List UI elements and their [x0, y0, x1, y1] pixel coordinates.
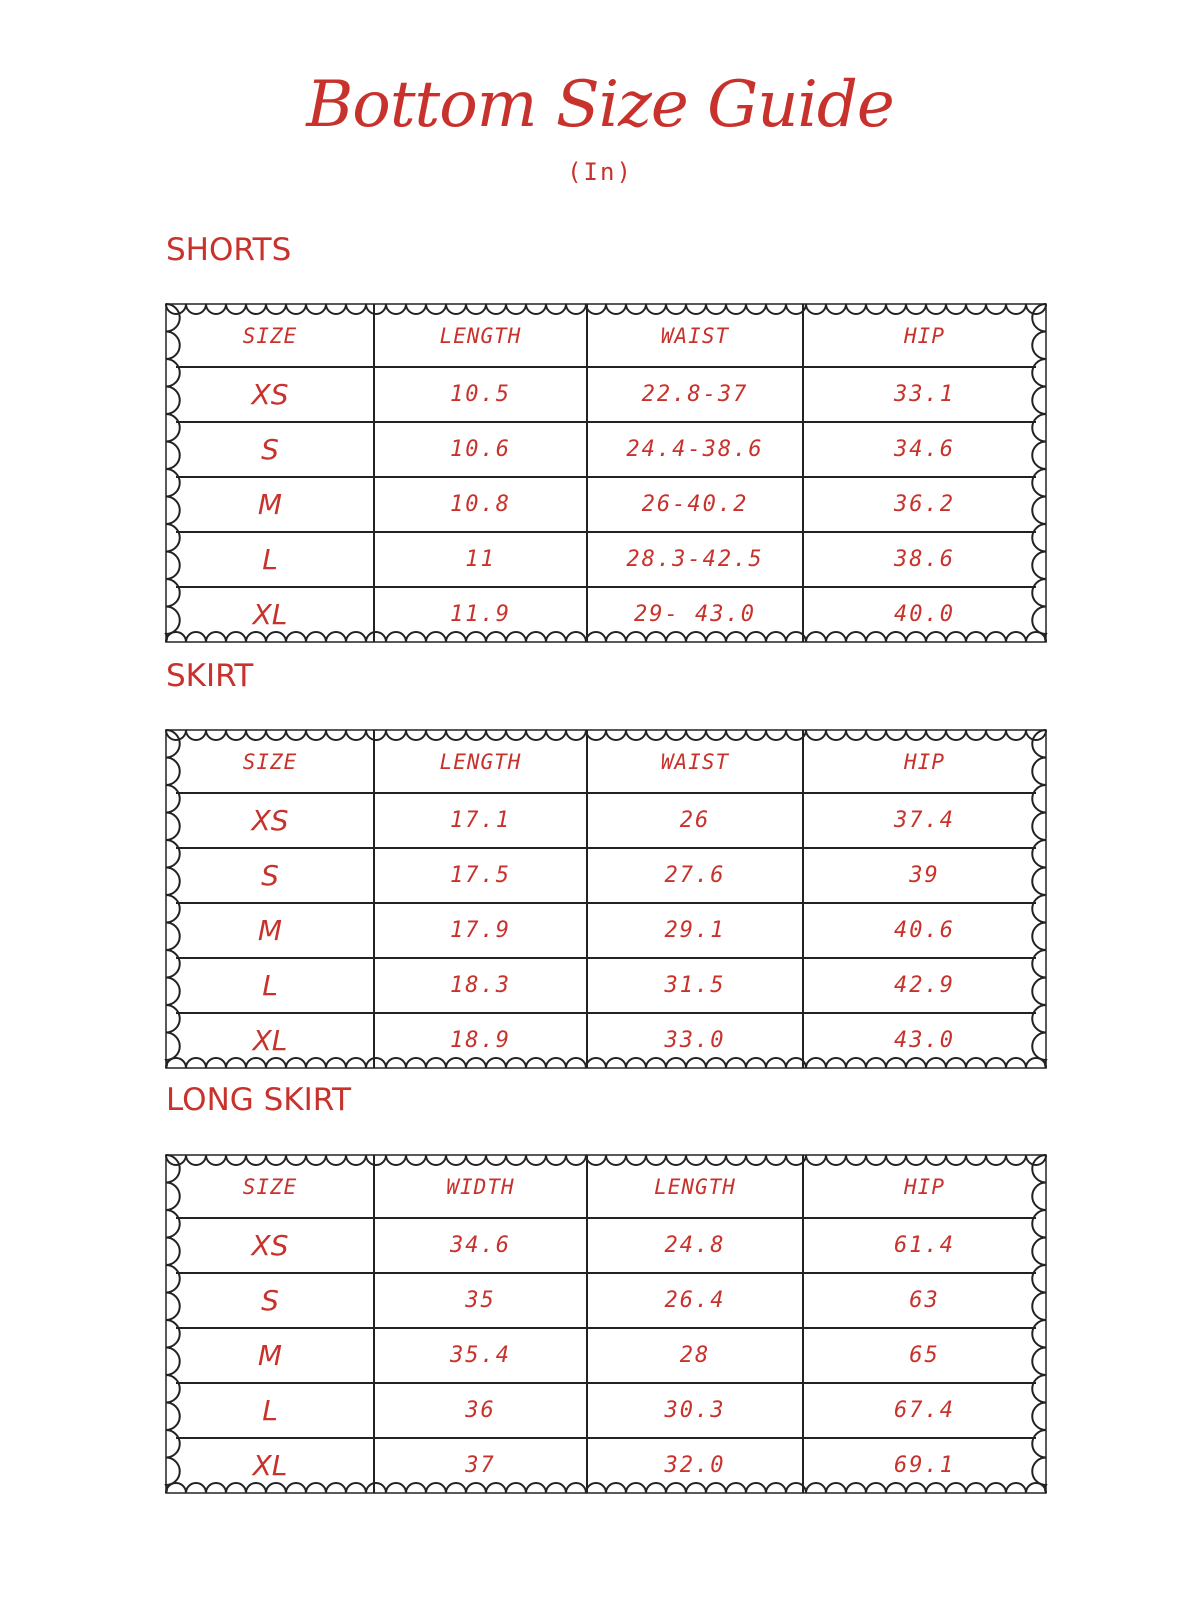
value-cell: 17.1 — [450, 808, 511, 833]
size-cell: M — [257, 914, 283, 947]
value-cell: 10.5 — [450, 382, 511, 407]
size-cell: XS — [251, 1229, 289, 1262]
column-header-3: WAIST — [660, 749, 730, 774]
size-cell: XL — [252, 1449, 288, 1482]
table-row — [166, 422, 1046, 477]
value-cell: 32.0 — [664, 1453, 726, 1478]
table-header-row — [166, 304, 1046, 367]
size-table — [166, 304, 1046, 642]
section-title-skirt: SKIRT — [166, 658, 254, 694]
table-header-row — [166, 1155, 1046, 1218]
column-header-size: SIZE — [242, 749, 298, 774]
value-cell: 24.4-38.6 — [626, 437, 764, 462]
table-row — [166, 477, 1046, 532]
value-cell: 43.0 — [894, 1028, 955, 1053]
value-cell: 29- 43.0 — [634, 602, 756, 627]
size-cell: M — [257, 488, 283, 521]
section-title-shorts: SHORTS — [166, 232, 292, 268]
table-row — [166, 1383, 1046, 1438]
table-header-row — [166, 730, 1046, 793]
value-cell: 37 — [465, 1453, 496, 1478]
table-row — [166, 1438, 1046, 1493]
table-row — [166, 367, 1046, 422]
value-cell: 29.1 — [664, 918, 726, 943]
value-cell: 36 — [465, 1398, 496, 1423]
value-cell: 26.4 — [664, 1288, 726, 1313]
value-cell: 35.4 — [450, 1343, 511, 1368]
value-cell: 30.3 — [664, 1398, 726, 1423]
value-cell: 26-40.2 — [641, 492, 749, 517]
table-row — [166, 532, 1046, 587]
size-cell: S — [261, 433, 279, 466]
value-cell: 40.6 — [894, 918, 955, 943]
value-cell: 18.3 — [450, 973, 511, 998]
value-cell: 17.5 — [450, 863, 511, 888]
value-cell: 33.0 — [664, 1028, 726, 1053]
table-row — [166, 1218, 1046, 1273]
size-cell: XL — [252, 1024, 288, 1057]
column-header-4: HIP — [904, 323, 945, 348]
value-cell: 67.4 — [894, 1398, 955, 1423]
value-cell: 34.6 — [894, 437, 955, 462]
value-cell: 39 — [909, 863, 940, 888]
column-header-2: LENGTH — [439, 323, 522, 348]
value-cell: 37.4 — [894, 808, 955, 833]
size-cell: L — [262, 543, 278, 576]
value-cell: 34.6 — [450, 1233, 511, 1258]
value-cell: 24.8 — [664, 1233, 726, 1258]
table-row — [166, 587, 1046, 642]
value-cell: 18.9 — [450, 1028, 511, 1053]
size-cell: XS — [251, 378, 289, 411]
page-title: Bottom Size Guide — [306, 68, 894, 142]
size-cell: L — [262, 969, 278, 1002]
size-table — [166, 730, 1046, 1068]
value-cell: 33.1 — [894, 382, 955, 407]
size-cell: XS — [251, 804, 289, 837]
size-cell: M — [257, 1339, 283, 1372]
value-cell: 61.4 — [894, 1233, 955, 1258]
value-cell: 10.8 — [450, 492, 511, 517]
value-cell: 38.6 — [894, 547, 955, 572]
table-row — [166, 958, 1046, 1013]
section-title-long-skirt: LONG SKIRT — [166, 1082, 352, 1118]
unit-label: (In) — [567, 158, 633, 186]
value-cell: 10.6 — [450, 437, 511, 462]
value-cell: 28 — [679, 1343, 711, 1368]
size-cell: L — [262, 1394, 278, 1427]
value-cell: 36.2 — [894, 492, 955, 517]
column-header-3: LENGTH — [654, 1174, 736, 1199]
table-shorts — [166, 304, 1046, 650]
size-cell: S — [261, 1284, 279, 1317]
column-header-2: LENGTH — [439, 749, 522, 774]
table-long-skirt — [166, 1155, 1046, 1501]
value-cell: 35 — [465, 1288, 496, 1313]
value-cell: 27.6 — [664, 863, 726, 888]
column-header-4: HIP — [904, 749, 945, 774]
size-cell: S — [261, 859, 279, 892]
value-cell: 42.9 — [894, 973, 955, 998]
table-row — [166, 1013, 1046, 1068]
value-cell: 63 — [909, 1288, 940, 1313]
table-skirt — [166, 730, 1046, 1076]
column-header-4: HIP — [904, 1174, 945, 1199]
value-cell: 22.8-37 — [641, 382, 749, 407]
table-row — [166, 903, 1046, 958]
value-cell: 40.0 — [894, 602, 955, 627]
table-row — [166, 793, 1046, 848]
value-cell: 26 — [679, 808, 711, 833]
column-header-3: WAIST — [660, 323, 730, 348]
column-header-2: WIDTH — [446, 1174, 515, 1199]
column-header-size: SIZE — [242, 323, 298, 348]
value-cell: 11 — [465, 547, 496, 572]
table-row — [166, 1328, 1046, 1383]
table-row — [166, 848, 1046, 903]
value-cell: 65 — [909, 1343, 940, 1368]
column-header-size: SIZE — [242, 1174, 298, 1199]
table-row — [166, 1273, 1046, 1328]
value-cell: 31.5 — [664, 973, 726, 998]
size-table — [166, 1155, 1046, 1493]
size-cell: XL — [252, 598, 288, 631]
value-cell: 11.9 — [450, 602, 511, 627]
value-cell: 17.9 — [450, 918, 511, 943]
value-cell: 28.3-42.5 — [626, 547, 764, 572]
value-cell: 69.1 — [894, 1453, 955, 1478]
